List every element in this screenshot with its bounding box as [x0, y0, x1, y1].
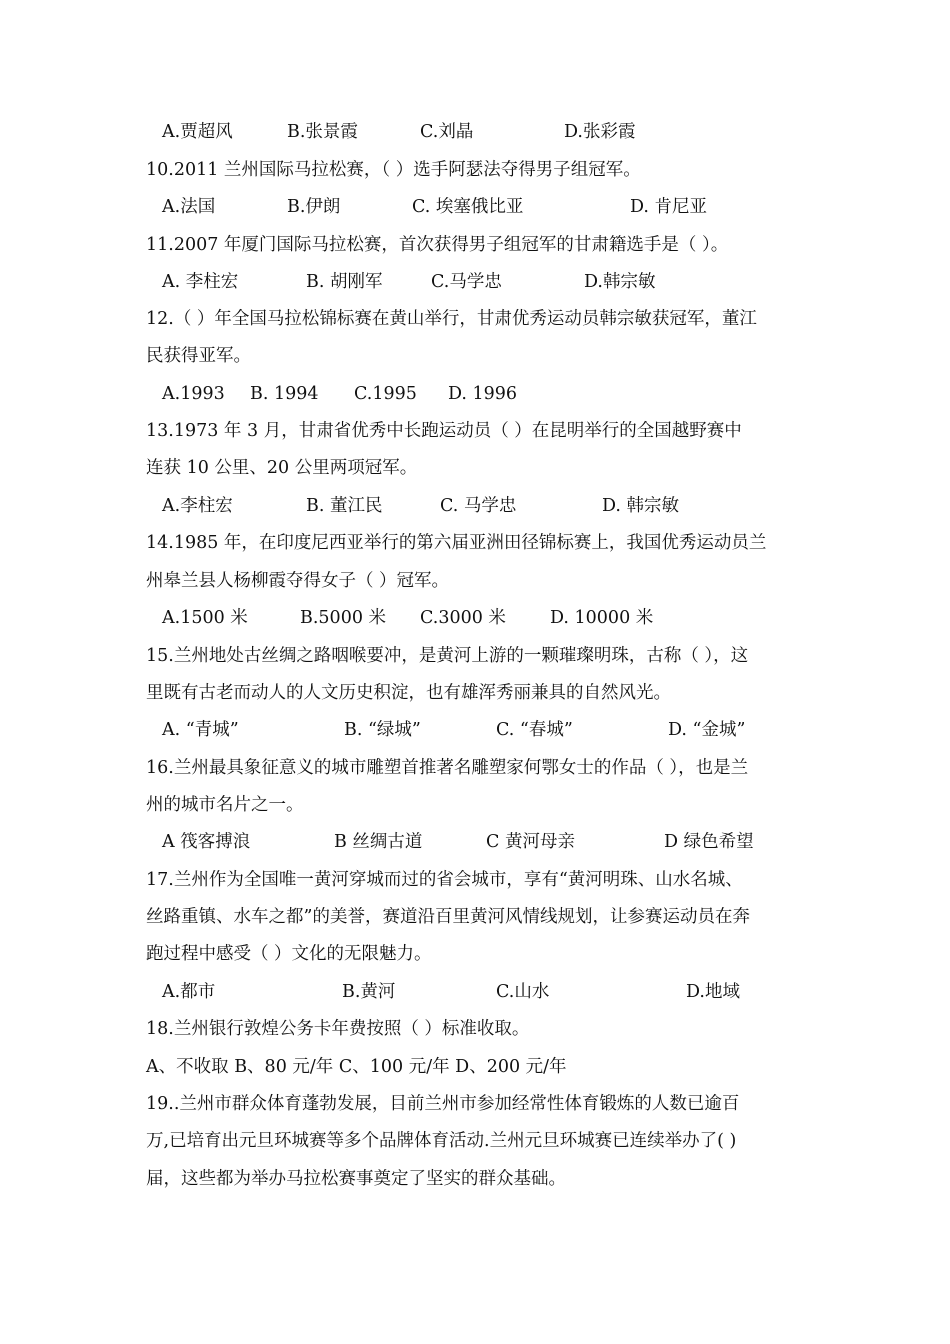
q15-option-a: A. “青城” — [162, 720, 239, 740]
q17-option-a: A.都市 — [162, 982, 216, 1002]
q17-stem-line-2: 丝路重镇、水车之都”的美誉，赛道沿百里黄河风情线规划，让参赛运动员在奔 — [146, 907, 750, 927]
q9-option-b: B.张景霞 — [287, 122, 358, 142]
q15-option-c: C. “春城” — [496, 720, 573, 740]
q13-option-a: A.李柱宏 — [162, 496, 233, 516]
q17-option-c: C.山水 — [496, 982, 550, 1002]
q12-option-c: C.1995 — [354, 384, 417, 404]
q18-options: A、不收取 B、80 元/年 C、100 元/年 D、200 元/年 — [146, 1057, 567, 1077]
q11-option-b: B. 胡刚军 — [306, 272, 383, 292]
q12-option-a: A.1993 — [162, 384, 225, 404]
q18-stem: 18.兰州银行敦煌公务卡年费按照（ ）标准收取。 — [146, 1019, 530, 1039]
q16-option-a: A 筏客搏浪 — [162, 832, 251, 852]
q11-stem: 11.2007 年厦门国际马拉松赛，首次获得男子组冠军的甘肃籍选手是（ ）。 — [146, 235, 729, 255]
q9-option-a: A.贾超风 — [162, 122, 233, 142]
q19-stem-line-1: 19..兰州市群众体育蓬勃发展，目前兰州市参加经常性体育锻炼的人数已逾百 — [146, 1094, 740, 1114]
q17-option-d: D.地域 — [686, 982, 740, 1002]
q17-stem-line-1: 17.兰州作为全国唯一黄河穿城而过的省会城市，享有“黄河明珠、山水名城、 — [146, 870, 743, 890]
q14-option-c: C.3000 米 — [420, 608, 506, 628]
q11-option-d: D.韩宗敏 — [584, 272, 656, 292]
q11-option-c: C.马学忠 — [431, 272, 502, 292]
q19-stem-line-2: 万,已培育出元旦环城赛等多个品牌体育活动.兰州元旦环城赛已连续举办了( ) — [146, 1131, 737, 1151]
q12-stem-line-2: 民获得亚军。 — [146, 346, 251, 366]
q15-option-b: B. “绿城” — [344, 720, 421, 740]
q13-stem-line-2: 连获 10 公里、20 公里两项冠军。 — [146, 458, 418, 478]
q15-stem-line-1: 15.兰州地处古丝绸之路咽喉要冲，是黄河上游的一颗璀璨明珠，古称（ ），这 — [146, 646, 749, 666]
q11-option-a: A. 李柱宏 — [162, 272, 239, 292]
q9-option-c: C.刘晶 — [420, 122, 474, 142]
q13-option-c: C. 马学忠 — [440, 496, 517, 516]
q10-option-b: B.伊朗 — [287, 197, 341, 217]
q14-stem-line-1: 14.1985 年，在印度尼西亚举行的第六届亚洲田径锦标赛上，我国优秀运动员兰 — [146, 533, 767, 553]
q10-option-c: C. 埃塞俄比亚 — [412, 197, 524, 217]
q12-option-b: B. 1994 — [250, 384, 319, 404]
q19-stem-line-3: 届，这些都为举办马拉松赛事奠定了坚实的群众基础。 — [146, 1169, 566, 1189]
q10-stem: 10.2011 兰州国际马拉松赛，（ ）选手阿瑟法夺得男子组冠军。 — [146, 160, 641, 180]
q16-stem-line-2: 州的城市名片之一。 — [146, 795, 304, 815]
q10-option-a: A.法国 — [162, 197, 216, 217]
q16-option-c: C 黄河母亲 — [486, 832, 575, 852]
q14-option-a: A.1500 米 — [162, 608, 248, 628]
q17-option-b: B.黄河 — [342, 982, 396, 1002]
q17-stem-line-3: 跑过程中感受（ ）文化的无限魅力。 — [146, 944, 432, 964]
q15-stem-line-2: 里既有古老而动人的人文历史积淀，也有雄浑秀丽兼具的自然风光。 — [146, 683, 671, 703]
q10-option-d: D. 肯尼亚 — [630, 197, 708, 217]
q14-stem-line-2: 州皋兰县人杨柳霞夺得女子（ ）冠军。 — [146, 571, 450, 591]
q16-option-b: B 丝绸古道 — [334, 832, 423, 852]
q12-option-d: D. 1996 — [448, 384, 518, 404]
q16-stem-line-1: 16.兰州最具象征意义的城市雕塑首推著名雕塑家何鄂女士的作品（ ），也是兰 — [146, 758, 749, 778]
q14-option-b: B.5000 米 — [300, 608, 387, 628]
q14-option-d: D. 10000 米 — [550, 608, 654, 628]
q13-option-d: D. 韩宗敏 — [602, 496, 680, 516]
q12-stem-line-1: 12.（ ）年全国马拉松锦标赛在黄山举行，甘肃优秀运动员韩宗敏获冠军，董江 — [146, 309, 757, 329]
q15-option-d: D. “金城” — [668, 720, 746, 740]
q9-option-d: D.张彩霞 — [564, 122, 636, 142]
q13-option-b: B. 董江民 — [306, 496, 383, 516]
q16-option-d: D 绿色希望 — [664, 832, 754, 852]
q13-stem-line-1: 13.1973 年 3 月，甘肃省优秀中长跑运动员（ ）在昆明举行的全国越野赛中 — [146, 421, 742, 441]
